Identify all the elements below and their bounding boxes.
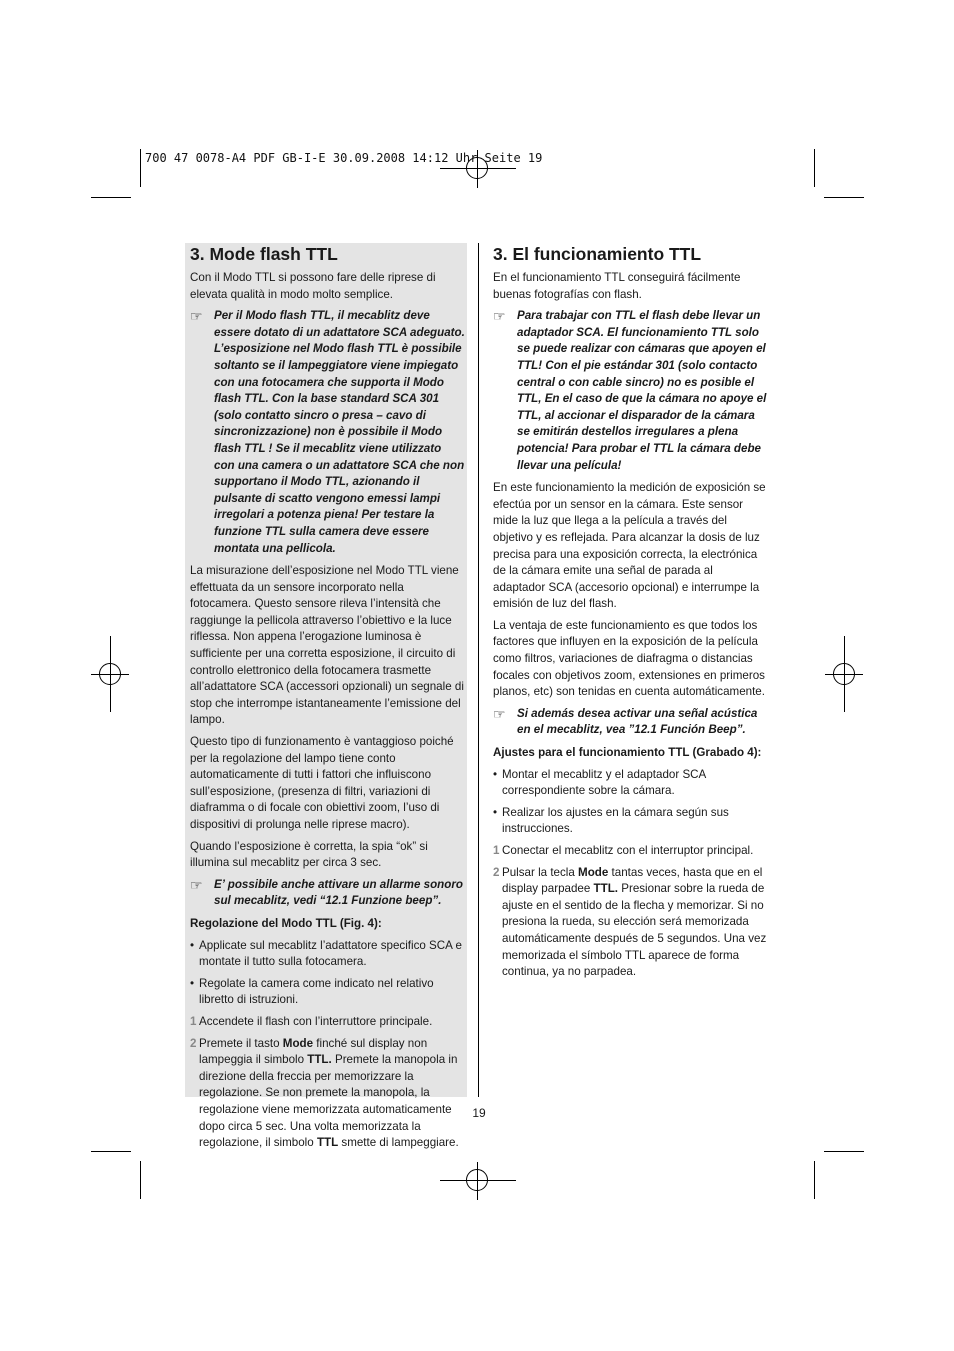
note-text: Si además desea activar una señal acústica en el mecablitz, vea ”12.1 Función Beep”. [517, 706, 758, 737]
print-slug: 700 47 0078-A4 PDF GB-I-E 30.09.2008 14:12 Uhr Seite 19 [145, 151, 543, 165]
step-number: 2 [493, 865, 500, 879]
section-title-italian: 3. Mode flash TTL [190, 244, 338, 264]
pointing-hand-icon: ☞ [190, 308, 203, 325]
step-1: 1 Accendete il flash con l’interruttore principale. [190, 1014, 465, 1031]
registration-circle [833, 663, 855, 685]
pointing-hand-icon: ☞ [493, 705, 506, 722]
paragraph-ok-indicator: Quando l’esposizione è corretta, la spia “ok” si illumina sul mecablitz per circa 3 sec. [190, 839, 428, 870]
subheading-settings: Ajustes para el funcionamiento TTL (Grabado 4): [493, 746, 762, 760]
note-text: E’ possibile anche attivare un allarme sonoro sul mecablitz, vedi “12.1 Funzione beep”. [214, 877, 463, 908]
crop-mark [814, 1161, 815, 1199]
crop-mark [91, 1151, 131, 1152]
crop-mark [91, 197, 131, 198]
step-1: 1 Conectar el mecablitz con el interruptor principal. [493, 843, 768, 860]
bullet-icon: • [190, 976, 195, 990]
paragraph-advantage: La ventaja de este funcionamiento es que todos los factores que influyen en la exposición de la película como filtros, variaciones de diafragma o distancias focales con objetivos zoom, extensiones en primeros planos, etc) son tenidas en cuenta automáticamente. [493, 618, 765, 699]
step-2: 2 Premete il tasto Mode finché sul display non lampeggia il simbolo TTL. Premete la manopola in direzione della freccia per memorizzare la regolazione. Se non premete la manopola, la regolazione viene memorizzata automaticamente dopo circa 5 sec. Una volta memorizzata la regolazione, il simbolo TTL smette di lampeggiare. [190, 1036, 459, 1150]
intro-paragraph: Con il Modo TTL si possono fare delle riprese di elevata qualità in modo molto semplice. [190, 271, 436, 301]
registration-circle [99, 663, 121, 685]
list-item: • Montar el mecablitz y el adaptador SCA correspondiente sobre la cámara. [493, 767, 706, 798]
note-ttl-requirement [493, 308, 768, 474]
bullet-icon: • [493, 805, 498, 819]
paragraph-measurement: En este funcionamiento la medición de exposición se efectúa por un sensor en la cámara. Este sensor mide la luz que llega a la película a través del objetivo y es reflejada. Para alcanzar la dosis de luz precisa para una exposición correcta, la electrónica de la cámara emite una señal de parada al adaptador SCA (accesorio opcional) e interrumpe la emisión de luz del flash. [493, 481, 766, 611]
subheading-settings: Regolazione del Modo TTL (Fig. 4): [190, 916, 382, 930]
note-text: Per il Modo flash TTL, il mecablitz deve essere dotato di un adattatore SCA adeguato. L’esposizione nel Modo flash TTL è possibile soltanto se il lampeggiatore viene impiegato con una fotocamera che supporta il Modo flash TTL. Con la base standard SCA 301 (solo contatto sincro o presa – cavo di sincronizzazione) non è possibile il Modo flash TTL ! Se il mecablitz viene utilizzato con una camera o un adattatore SCA che non supportano il Modo TTL, azionando il pulsante di scatto vengono emessi lampi irregolari a potenza piena! Per testare la funzione TTL sulla camera deve essere montata una pellicola. [214, 309, 465, 555]
step-number: 1 [493, 844, 500, 857]
note-text: Para trabajar con TTL el flash debe llevar un adaptador SCA. El funcionamiento TTL solo se puede realizar con cámaras que apoyen el TTL! Con el pie estándar 301 (solo contacto central o con cable sincro) no es posible el TTL, En el caso de que la cámara no apoye el TTL, al accionar el disparador de la cámara se emitirán destellos irregulares a plena potencia! Para probar el TTL la cámara debe llevar una película! [517, 309, 767, 472]
spanish-column [493, 243, 768, 986]
paragraph-measurement: La misurazione dell’esposizione nel Modo TTL viene effettuata da un sensore incorporato nella fotocamera. Questo sensore rileva l’intensità che raggiunge la pellicola attraverso l’obiettivo e la luce riflessa. Non appena l’erogazione luminosa è sufficiente per una corretta esposizione, il circuito di controllo elettronico della fotocamera trasmette all’adattatore SCA (accessori opzionali) un segnale di stop che interrompe istantaneamente l’emissione del lampo. [190, 564, 464, 727]
note-ttl-requirement [190, 308, 465, 557]
page-number: 19 [472, 1106, 486, 1120]
registration-circle [466, 1169, 488, 1191]
note-beep [190, 877, 465, 910]
crop-mark [824, 1151, 864, 1152]
bullet-icon: • [190, 938, 195, 952]
step-number: 1 [190, 1014, 197, 1028]
intro-paragraph: En el funcionamiento TTL conseguirá fácilmente buenas fotografías con flash. [493, 271, 741, 301]
list-item: • Regolate la camera come indicato nel relativo libretto di istruzioni. [190, 976, 434, 1007]
note-beep [493, 706, 768, 739]
crop-mark [814, 149, 815, 187]
pointing-hand-icon: ☞ [190, 876, 203, 893]
list-item: • Realizar los ajustes en la cámara según sus instrucciones. [493, 805, 729, 836]
paragraph-advantage: Questo tipo di funzionamento è vantaggioso poiché per la regolazione del lampo tiene conto automaticamente di tutti i fattori che influiscono sull’esposizione, (presenza di filtri, variazioni di diaframma o di focale con obiettivi zoom, l’uso di dispositivi di prolunga nelle riprese macro). [190, 735, 454, 831]
italian-column [190, 243, 465, 1157]
crop-mark [140, 1161, 141, 1199]
column-divider [478, 243, 479, 1097]
crop-mark [140, 149, 141, 187]
pointing-hand-icon: ☞ [493, 308, 506, 325]
bullet-icon: • [493, 767, 498, 781]
list-item: • Applicate sul mecablitz l’adattatore specifico SCA e montate il tutto sulla fotocamera. [190, 938, 462, 969]
crop-mark [824, 197, 864, 198]
step-number: 2 [190, 1036, 197, 1050]
section-title-spanish: 3. El funcionamiento TTL [493, 244, 702, 264]
step-2: 2 Pulsar la tecla Mode tantas veces, hasta que en el display parpadee TTL. Presionar sobre la rueda de ajuste en el sentido de la flecha y memorizar. Si no presiona la rueda, su elección será memorizada automáticamente después de 5 segundos. Una vez memorizada el símbolo TTL aparece de forma continua, ya no parpadea. [493, 865, 767, 979]
